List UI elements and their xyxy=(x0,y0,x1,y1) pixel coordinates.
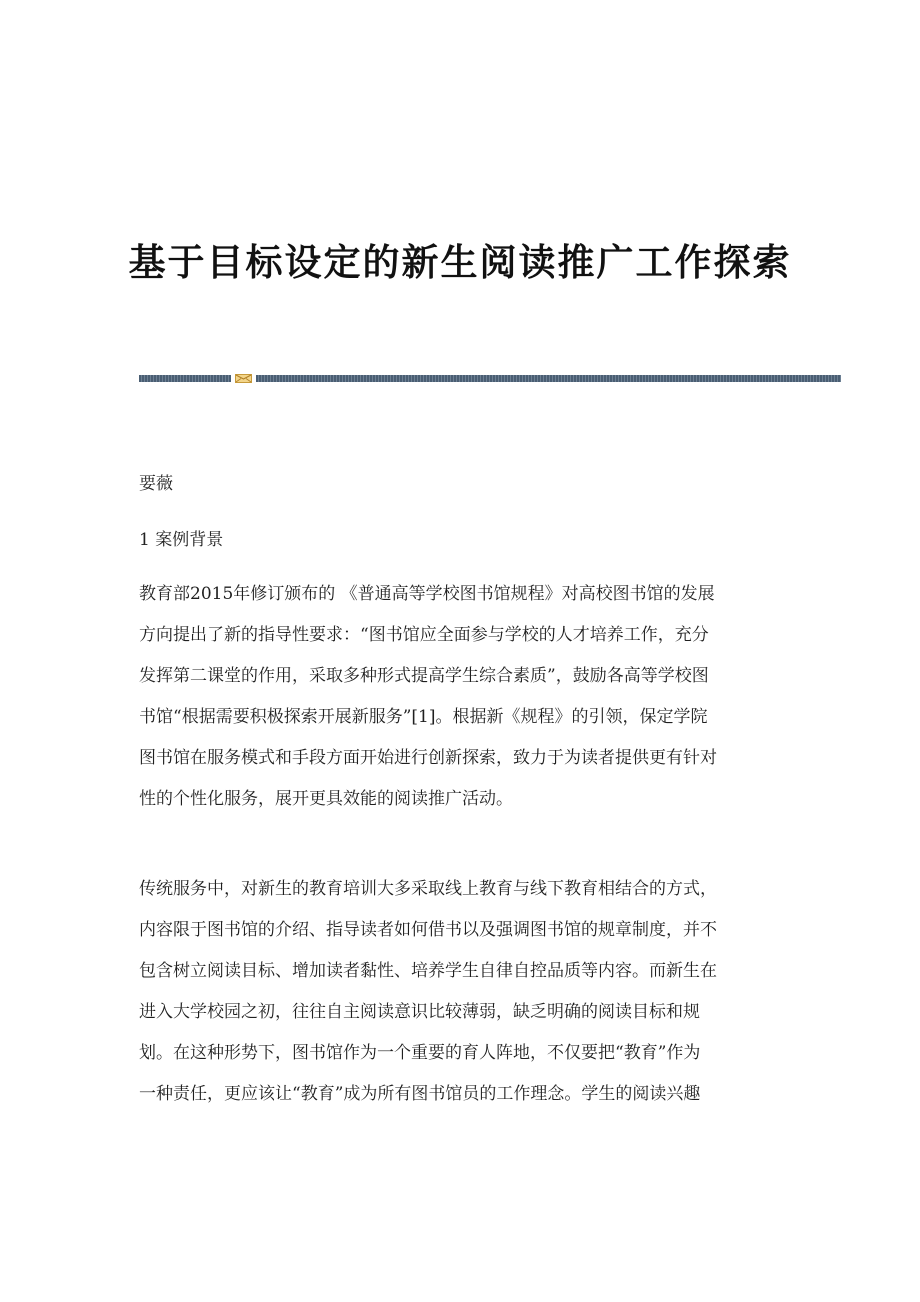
paragraph-line: 书馆“根据需要积极探索开展新服务”[1]。根据新《规程》的引领，保定学院 xyxy=(139,707,708,727)
paragraph-line: 包含树立阅读目标、增加读者黏性、培养学生自律自控品质等内容。而新生在 xyxy=(139,961,717,981)
paragraph-line: 图书馆在服务模式和手段方面开始进行创新探索，致力于为读者提供更有针对 xyxy=(139,748,717,768)
paragraph-line: 划。在这种形势下，图书馆作为一个重要的育人阵地，不仅要把“教育”作为 xyxy=(139,1043,701,1063)
paragraph-line: 内容限于图书馆的介绍、指导读者如何借书以及强调图书馆的规章制度，并不 xyxy=(139,920,717,940)
paragraph-1 xyxy=(139,574,779,820)
paragraph-line: 一种责任，更应该让“教育”成为所有图书馆员的工作理念。学生的阅读兴趣 xyxy=(139,1084,701,1104)
abstract-label: 要薇 xyxy=(139,474,173,494)
paragraph-line: 发挥第二课堂的作用，采取多种形式提高学生综合素质”，鼓励各高等学校图 xyxy=(139,666,709,686)
ornament-icon xyxy=(235,374,252,383)
page-title: 基于目标设定的新生阅读推广工作探索 xyxy=(128,239,792,284)
paragraph-line: 性的个性化服务，展开更具效能的阅读推广活动。 xyxy=(139,789,513,809)
divider-bar-right xyxy=(256,375,841,382)
paragraph-line: 教育部2015年修订颁布的 《普通高等学校图书馆规程》对高校图书馆的发展 xyxy=(139,584,715,604)
title-divider xyxy=(139,374,841,383)
divider-bar-left xyxy=(139,375,231,382)
paragraph-line: 进入大学校园之初，往往自主阅读意识比较薄弱，缺乏明确的阅读目标和规 xyxy=(139,1002,700,1022)
section-heading: 1 案例背景 xyxy=(139,530,224,550)
paragraph-line: 方向提出了新的指导性要求：“图书馆应全面参与学校的人才培养工作，充分 xyxy=(139,625,709,645)
paragraph-2 xyxy=(139,869,779,1115)
paragraph-line: 传统服务中，对新生的教育培训大多采取线上教育与线下教育相结合的方式， xyxy=(139,879,717,899)
